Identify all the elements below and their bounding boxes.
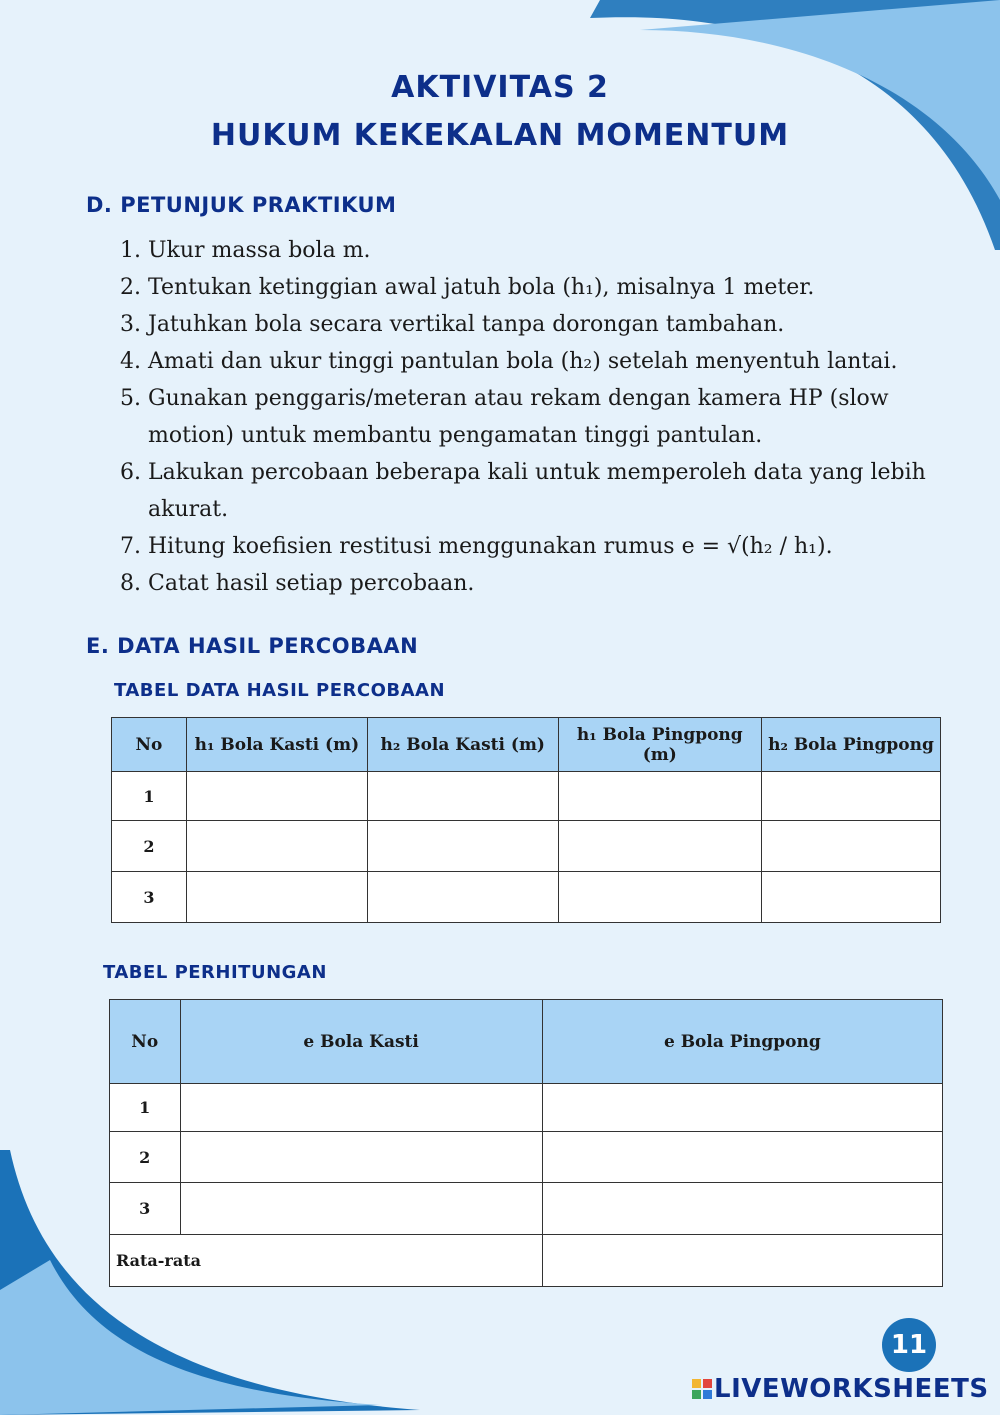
input-cell[interactable] — [558, 872, 761, 923]
input-cell[interactable] — [542, 1235, 942, 1287]
table-row: 3 — [112, 872, 941, 923]
page-number: 11 — [882, 1318, 936, 1372]
column-header: e Bola Pingpong — [542, 1000, 942, 1084]
input-cell[interactable] — [186, 872, 367, 923]
calculation-table — [109, 999, 943, 1287]
list-item: 7. Hitung koefisien restitusi menggunakan rumus e = √(h₂ / h₁). — [120, 534, 833, 559]
table-row: 1 — [110, 1084, 943, 1132]
table2-title: TABEL PERHITUNGAN — [103, 962, 327, 983]
average-label: Rata-rata — [110, 1235, 543, 1287]
input-cell[interactable] — [558, 772, 761, 821]
input-cell[interactable] — [761, 821, 940, 872]
table-row: 2 — [110, 1132, 943, 1183]
column-header: h₂ Bola Pingpong — [761, 718, 940, 772]
column-header: h₁ Bola Pingpong (m) — [558, 718, 761, 772]
input-cell[interactable] — [367, 772, 558, 821]
input-cell[interactable] — [367, 872, 558, 923]
list-item: 1. Ukur massa bola m. — [120, 238, 371, 263]
table-row: 2 — [112, 821, 941, 872]
list-item: 4. Amati dan ukur tinggi pantulan bola (h₂) setelah menyentuh lantai. — [120, 349, 898, 374]
instruction-list — [120, 232, 960, 602]
input-cell[interactable] — [542, 1084, 942, 1132]
column-header: h₂ Bola Kasti (m) — [367, 718, 558, 772]
brand-logo: LIVEWORKSHEETS — [692, 1374, 989, 1404]
input-cell[interactable] — [558, 821, 761, 872]
input-cell[interactable] — [186, 821, 367, 872]
input-cell[interactable] — [180, 1132, 542, 1183]
list-item: 8. Catat hasil setiap percobaan. — [120, 571, 475, 596]
data-table — [111, 717, 941, 923]
input-cell[interactable] — [542, 1132, 942, 1183]
table1-title: TABEL DATA HASIL PERCOBAAN — [114, 680, 446, 701]
input-cell[interactable] — [367, 821, 558, 872]
column-header: No — [112, 718, 187, 772]
input-cell[interactable] — [180, 1183, 542, 1235]
page-title-line2: HUKUM KEKEKALAN MOMENTUM — [210, 118, 790, 153]
input-cell[interactable] — [186, 772, 367, 821]
input-cell[interactable] — [761, 772, 940, 821]
column-header: e Bola Kasti — [180, 1000, 542, 1084]
table-row — [110, 1235, 943, 1287]
section-e-heading: E. DATA HASIL PERCOBAAN — [86, 634, 419, 658]
table-row: 1 — [112, 772, 941, 821]
section-d-heading: D. PETUNJUK PRAKTIKUM — [86, 193, 397, 217]
list-item: 2. Tentukan ketinggian awal jatuh bola (h₁), misalnya 1 meter. — [120, 275, 815, 300]
input-cell[interactable] — [761, 872, 940, 923]
table-row: 3 — [110, 1183, 943, 1235]
column-header: No — [110, 1000, 181, 1084]
list-item: 3. Jatuhkan bola secara vertikal tanpa dorongan tambahan. — [120, 312, 785, 337]
column-header: h₁ Bola Kasti (m) — [186, 718, 367, 772]
input-cell[interactable] — [542, 1183, 942, 1235]
liveworksheets-icon — [692, 1379, 712, 1399]
input-cell[interactable] — [180, 1084, 542, 1132]
page-title-line1: AKTIVITAS 2 — [391, 70, 609, 105]
list-item: 5. Gunakan penggaris/meteran atau rekam dengan kamera HP (slow motion) untuk membantu pengamatan tinggi pantulan. — [120, 386, 889, 448]
list-item: 6. Lakukan percobaan beberapa kali untuk memperoleh data yang lebih akurat. — [120, 460, 926, 522]
